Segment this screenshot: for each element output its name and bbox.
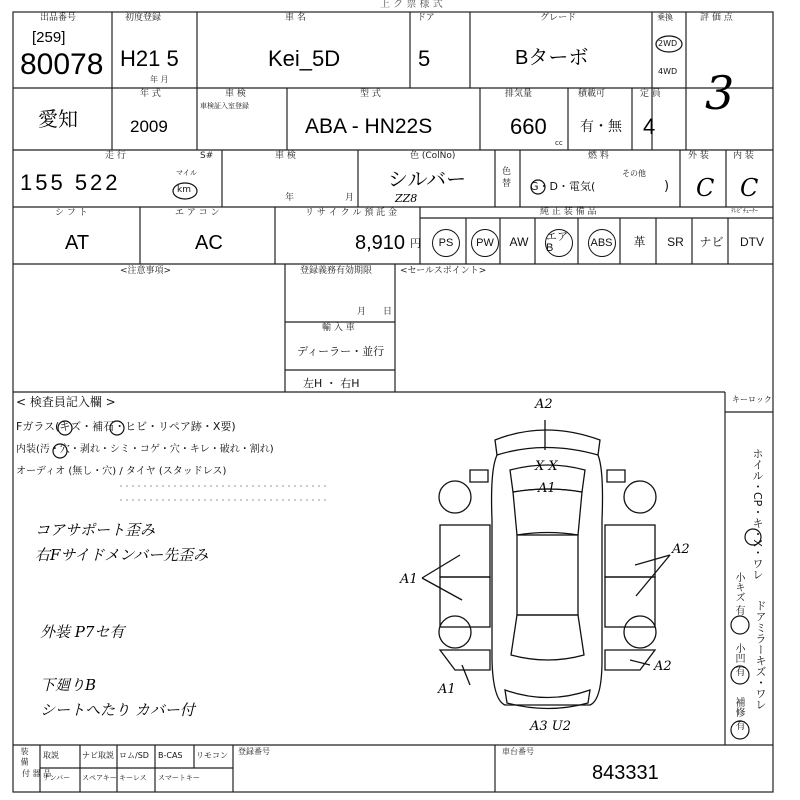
smeter-label: S#	[200, 151, 214, 161]
color-code: ZZ8	[395, 192, 418, 205]
equipment-aw: AW	[509, 235, 529, 249]
import-handle: 左H ・ 右H	[303, 377, 360, 390]
fuel-other: その他	[622, 169, 646, 178]
side-vertical-1: ホイル・CP・キ・X・ワレ	[751, 448, 764, 580]
car-inspection-month: 月	[345, 193, 355, 203]
mark-a1-top: A1	[538, 481, 556, 496]
mark-left-low: A1	[438, 682, 456, 697]
exterior-value: C	[696, 174, 715, 202]
first-reg-unit: 年 月	[150, 75, 169, 84]
keyless-label: キーロック	[732, 395, 772, 404]
side-vertical-2: 小キズ 有	[733, 572, 744, 616]
mark-right-low: A2	[654, 659, 672, 674]
doors-value: 5	[418, 46, 431, 71]
equipment-ps: PS	[432, 229, 460, 257]
mileage-unit-km: km	[177, 185, 191, 195]
recycle-value: 8,910	[355, 232, 406, 254]
equipment-abs: ABS	[588, 229, 616, 257]
aircon-label: エ ア コ ン	[175, 208, 220, 218]
score-value: 3	[705, 66, 735, 120]
notes-label: <注意事項>	[120, 266, 172, 276]
equipment-エアb: エアB	[545, 229, 573, 257]
shift-label: シ フ ト	[55, 208, 88, 218]
hand-note-3: 外装 P7セ有	[40, 623, 125, 641]
fuel-end: )	[664, 179, 670, 194]
interior-value: C	[740, 174, 759, 202]
lot-code: [259]	[32, 29, 66, 46]
capacity-value: 4	[643, 114, 656, 139]
recycle-unit: 円	[410, 237, 421, 250]
footer-item: B-CAS	[158, 751, 183, 760]
score-label: 評 価 点	[700, 13, 733, 23]
footer-item: ナンバー	[43, 774, 71, 782]
import-value: ディーラー・並行	[297, 345, 385, 358]
mark-right: A2	[672, 542, 690, 557]
color-label: 色 (ColNo)	[410, 151, 456, 161]
mark-bottom: A3 U2	[530, 719, 572, 734]
grade-value: Bターボ	[515, 47, 589, 69]
reg-expiry-month: 月	[357, 307, 367, 317]
equipment-革: 革	[633, 235, 646, 249]
model-year-value: 2009	[130, 117, 168, 136]
inspector-interior: 内装(汚・穴・剥れ・シミ・コゲ・穴・キレ・破れ・割れ)	[16, 444, 274, 455]
equipment-pw: PW	[471, 229, 499, 257]
fuel-label: 燃 料	[588, 151, 609, 161]
mark-xx: X X	[535, 459, 558, 474]
first-reg-label: 初度登録	[125, 13, 162, 23]
side-vertical-3: ドアミラーキズ・ワレ	[754, 600, 767, 710]
mileage-unit-mile: マイル	[176, 169, 197, 177]
footer-item: スペアキー	[82, 774, 117, 782]
footer-item: 取説	[43, 751, 59, 760]
inspector-title: < 検査員記入欄 >	[16, 395, 116, 409]
drive-2wd: 2WD	[658, 39, 678, 48]
mark-left: A1	[400, 572, 418, 587]
chassis-value: 843331	[592, 762, 659, 784]
footer-item: ナビ取説	[82, 751, 114, 760]
displacement-label: 排気量	[505, 89, 533, 99]
inspection-label: 車 検	[225, 89, 246, 99]
footer-item: リモコン	[196, 751, 228, 760]
side-vertical-5: 補修 有	[733, 697, 744, 731]
footer-item: キーレス	[119, 774, 147, 782]
color-value: シルバー	[388, 169, 467, 191]
footer-item: スマートキー	[158, 774, 200, 782]
lot-number: 80078	[20, 48, 104, 81]
model-year-label: 年 式	[140, 89, 161, 99]
drive-label: 乗換	[657, 13, 673, 22]
model-value: ABA - HN22S	[305, 115, 433, 138]
equipment-ナビ: ナビ	[699, 235, 724, 249]
displacement-unit: cc	[555, 139, 563, 147]
plate-type-value: 有・無	[580, 119, 622, 135]
model-label: 型 式	[360, 89, 381, 99]
first-reg-value: H21 5	[120, 46, 179, 71]
color-change-label: 色 替	[500, 166, 510, 187]
lot-label: 出品番号	[40, 13, 77, 23]
car-inspection-year: 年	[285, 193, 295, 203]
sheet-title: 上 ク 票 様 式	[380, 0, 443, 10]
footer-label-bottom: 付 器 品	[22, 769, 52, 778]
hand-note-5: シートへたり カバー付	[40, 701, 195, 719]
equipment-dtv: DTV	[740, 235, 764, 249]
inspector-audio: オーディオ (無し・穴) / タイヤ (スタッドレス)	[16, 466, 227, 477]
doors-label: ドア	[417, 13, 435, 23]
region-value: 愛知	[38, 109, 78, 131]
chassis-label: 車台番号	[502, 747, 534, 756]
hand-note-1: コアサポート歪み	[35, 521, 156, 539]
equipment-label: 純 正 装 備 品	[540, 207, 597, 217]
sales-point-label: <セールスポイント>	[400, 266, 487, 276]
recycle-label: リ サ イ ク ル 預 託 金	[305, 208, 398, 218]
displacement-value: 660	[510, 114, 547, 139]
car-inspection-label: 車 検	[275, 151, 296, 161]
footer-label-top: 装 備	[20, 747, 29, 766]
footer-item: ロム/SD	[119, 751, 149, 760]
hand-note-2: 右Fサイドメンバー先歪み	[35, 546, 209, 564]
plate-type-label: 積載可	[578, 89, 606, 99]
mark-top: A2	[535, 397, 553, 412]
equipment-sr: SR	[667, 235, 684, 249]
grade-label: グレード	[540, 13, 577, 23]
hand-note-4: 下廻りB	[40, 676, 97, 694]
shift-value: AT	[65, 232, 90, 254]
capacity-label: 定 員	[640, 89, 661, 99]
reg-expiry-day: 日	[383, 307, 393, 317]
reg-number-label: 登録番号	[238, 747, 270, 756]
mileage-label: 走 行	[105, 151, 126, 161]
exterior-label: 外 装	[688, 151, 709, 161]
inspection-sub: 車検証入室登録	[200, 102, 249, 110]
reg-expiry-label: 登録義務有効期限	[300, 266, 373, 276]
interior-label: 内 装	[733, 151, 754, 161]
aircon-value: AC	[195, 232, 223, 254]
car-name-label: 車 名	[285, 13, 306, 23]
import-label: 輸 入 車	[322, 323, 355, 333]
mileage-value: 155 522	[20, 170, 121, 195]
inspector-glass: Fガラス(キズ・補石・ヒビ・リペア跡・X要)	[16, 420, 236, 433]
drive-4wd: 4WD	[658, 67, 678, 76]
fuel-options: G・D・電気(	[530, 180, 596, 193]
side-vertical-4: 小凹 有	[733, 643, 744, 677]
equipment-extra-label: ﾃﾚﾋﾞﾁｭｰﾅｰ	[731, 208, 759, 215]
car-name-value: Kei_5D	[268, 46, 341, 71]
